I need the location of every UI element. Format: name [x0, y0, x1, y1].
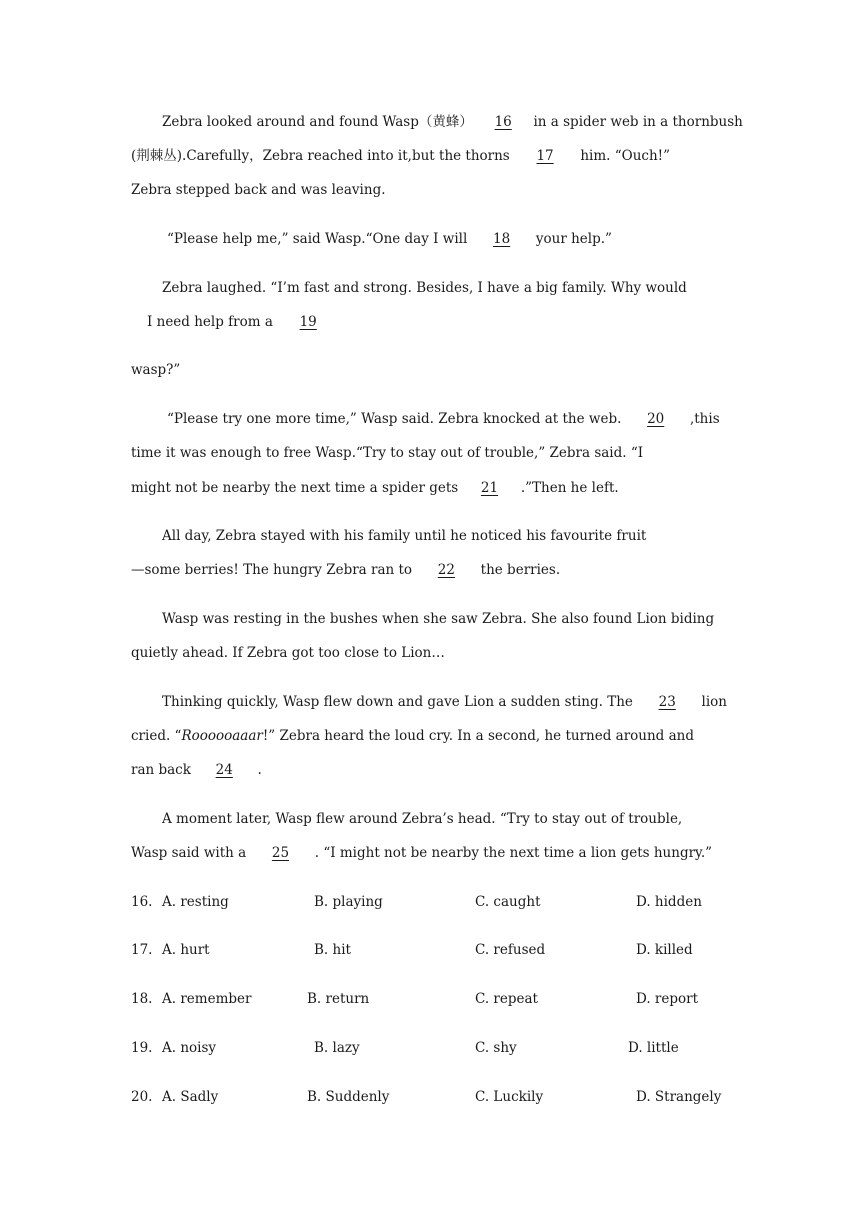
option-c: C. Luckily [475, 1089, 544, 1105]
paragraph-line [131, 478, 619, 498]
option-c: C. shy [475, 1040, 517, 1056]
option-a: A. resting [162, 894, 229, 910]
option-a: A. remember [162, 991, 252, 1007]
blank-18: 18 [493, 231, 511, 247]
text: Thinking quickly, Wasp flew down and gave Lion a sudden sting. The [162, 694, 633, 710]
option-a: A. noisy [162, 1040, 217, 1056]
paragraph-line [131, 692, 727, 712]
paragraph-line [131, 229, 612, 249]
text: the berries. [480, 562, 561, 578]
paragraph-line [131, 760, 262, 780]
text: Zebra looked around and found Wasp（黄蜂） [162, 114, 473, 130]
text: Wasp was resting in the bushes when she saw Zebra. She also found Lion biding [162, 611, 715, 627]
paragraph-line [131, 278, 687, 298]
paragraph-line [131, 809, 682, 829]
option-a: A. hurt [162, 942, 210, 958]
question-number: 19. [131, 1040, 153, 1056]
text: ran back [131, 762, 191, 778]
option-d: D. killed [636, 942, 693, 958]
question-row [131, 892, 735, 912]
blank-25: 25 [271, 845, 290, 861]
text: A moment later, Wasp flew around Zebra’s head. “Try to stay out of trouble, [162, 811, 683, 827]
option-c: C. caught [475, 894, 541, 910]
paragraph-line [131, 112, 743, 132]
question-row [131, 1038, 735, 1058]
text: .”Then he left. [520, 480, 619, 496]
option-b: B. hit [314, 942, 351, 958]
text: your help.” [535, 231, 612, 247]
paragraph-line [131, 560, 560, 580]
blank-16: 16 [494, 114, 512, 130]
option-c: C. refused [475, 942, 546, 958]
text: him. “Ouch!” [580, 148, 670, 164]
blank-21: 21 [480, 480, 499, 496]
option-b: B. lazy [314, 1040, 360, 1056]
paragraph-line [131, 726, 694, 746]
text: quietly ahead. If Zebra got too close to Lion… [131, 645, 445, 661]
text: I need help from a [147, 314, 273, 330]
blank-20: 20 [647, 411, 665, 427]
option-b: B. playing [314, 894, 383, 910]
text: . [257, 762, 262, 778]
blank-22: 22 [437, 562, 455, 578]
paragraph-line [131, 360, 180, 380]
paragraph-line [131, 180, 386, 200]
text: might not be nearby the next time a spider gets [131, 480, 459, 496]
text: wasp?” [131, 362, 181, 378]
text: Wasp said with a [131, 845, 247, 861]
paragraph-line [131, 643, 445, 663]
paragraph-line [131, 526, 646, 546]
text: (荆棘丛).Carefully，Zebra reached into it,but the thorns [131, 148, 510, 164]
question-number: 20. [131, 1089, 153, 1105]
option-d: D. Strangely [636, 1089, 722, 1105]
text: Zebra stepped back and was leaving. [131, 182, 386, 198]
paragraph-line [131, 146, 670, 166]
text: !” Zebra heard the loud cry. In a second, he turned around and [262, 728, 694, 744]
option-d: D. hidden [636, 894, 702, 910]
blank-24: 24 [215, 762, 233, 778]
blank-19: 19 [299, 314, 317, 330]
question-row [131, 989, 735, 1009]
text: . “I might not be nearby the next time a lion gets hungry.” [314, 845, 713, 861]
option-b: B. return [307, 991, 370, 1007]
paragraph-line [131, 609, 714, 629]
question-row [131, 940, 735, 960]
paragraph-line [131, 312, 339, 332]
option-a: A. Sadly [162, 1089, 219, 1105]
text: —some berries! The hungry Zebra ran to [131, 562, 413, 578]
text: Zebra laughed. “I’m fast and strong. Besides, I have a big family. Why would [162, 280, 687, 296]
paragraph-line [131, 843, 712, 863]
question-number: 18. [131, 991, 153, 1007]
text: ,this [689, 411, 720, 427]
roar-text: Roooooaaar [181, 728, 263, 744]
paragraph-line [131, 409, 720, 429]
question-number: 17. [131, 942, 153, 958]
text: cried. “ [131, 728, 182, 744]
text: “Please help me,” said Wasp.“One day I will [167, 231, 468, 247]
option-c: C. repeat [475, 991, 538, 1007]
text: in a spider web in a thornbush [533, 114, 743, 130]
text: All day, Zebra stayed with his family until he noticed his favourite fruit [162, 528, 647, 544]
paragraph-line [131, 443, 643, 463]
text: time it was enough to free Wasp.“Try to stay out of trouble,” Zebra said. “I [131, 445, 644, 461]
option-d: D. report [636, 991, 699, 1007]
blank-17: 17 [536, 148, 554, 164]
option-d: D. little [628, 1040, 679, 1056]
blank-23: 23 [658, 694, 676, 710]
text: lion [701, 694, 727, 710]
question-row [131, 1087, 735, 1107]
question-number: 16. [131, 894, 153, 910]
option-b: B. Suddenly [307, 1089, 390, 1105]
text: “Please try one more time,” Wasp said. Zebra knocked at the web. [167, 411, 622, 427]
